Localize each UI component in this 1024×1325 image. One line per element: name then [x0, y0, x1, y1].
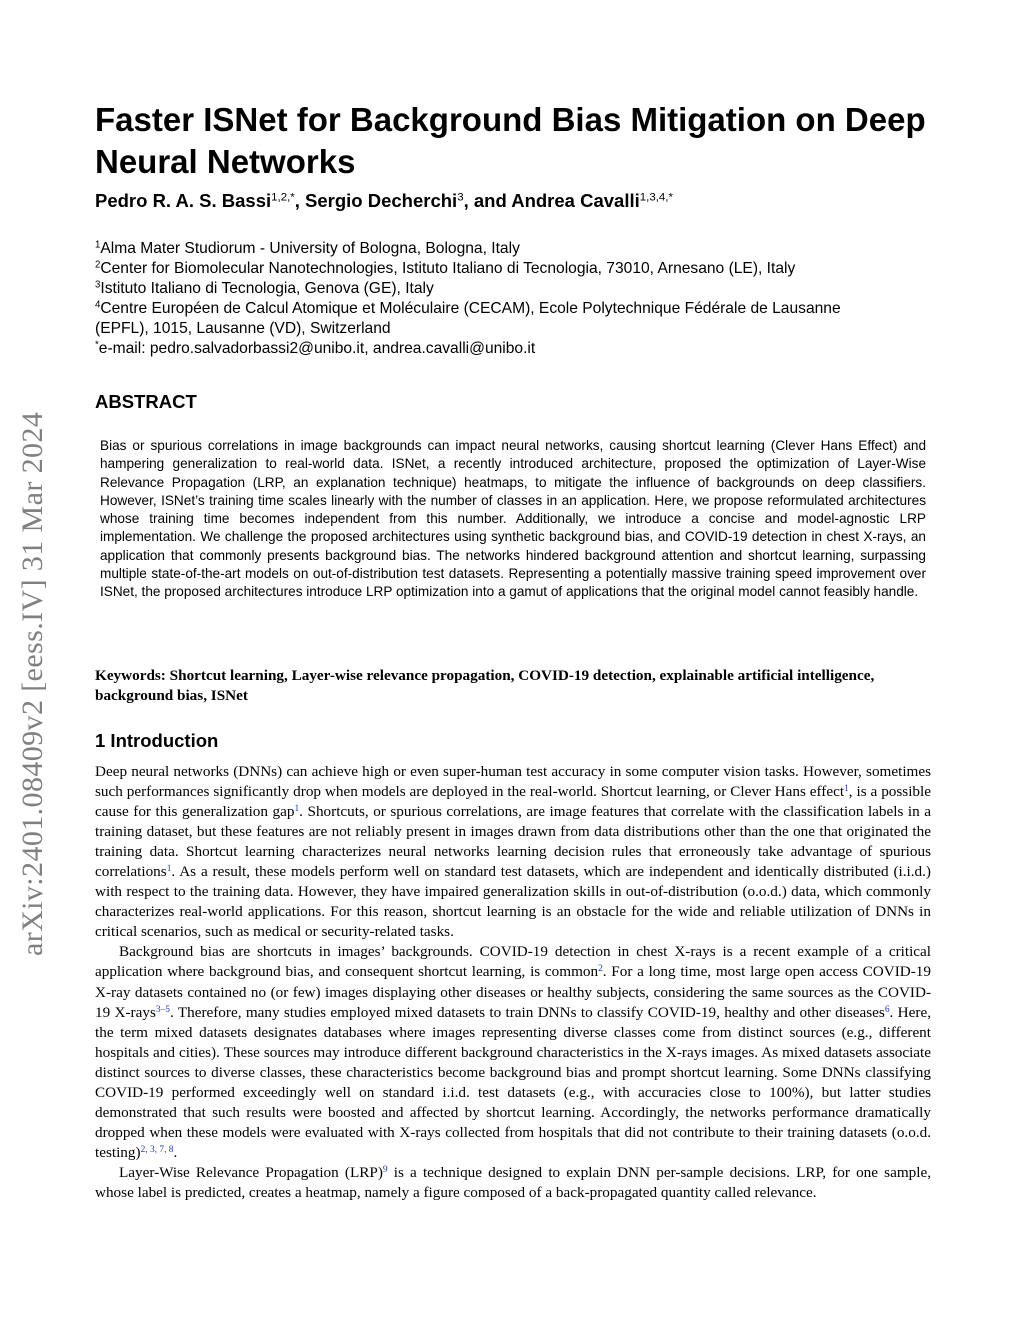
affiliation-mark: 3 [457, 191, 464, 204]
arxiv-stamp: arXiv:2401.08409v2 [eess.IV] 31 Mar 2024 [16, 411, 49, 956]
citation-link[interactable]: 3–5 [155, 1004, 170, 1015]
author-name: Sergio Decherchi [305, 190, 458, 211]
affiliation-text: e-mail: pedro.salvadorbassi2@unibo.it, andrea.cavalli@unibo.it [98, 340, 536, 357]
author-list: Pedro R. A. S. Bassi$^{1,2,*}$, Sergio Decherchi$^3$, and Andrea Cavalli$^{1,3,4,*}$ [95, 190, 673, 211]
affiliation-text: Istituto Italiano di Tecnologia, Genova (GE), Italy [100, 280, 434, 297]
keywords [95, 666, 935, 706]
affiliation-mark: 1 [95, 239, 101, 251]
affiliation-mark: 1,2,* [271, 191, 295, 204]
affiliation-line [95, 299, 945, 319]
citation-link[interactable]: 2, 3, 7, 8 [140, 1144, 174, 1155]
affiliation-mark: 4 [95, 299, 101, 311]
author-name: Andrea Cavalli [511, 190, 640, 211]
abstract-text: Bias or spurious correlations in image backgrounds can impact neural networks, causing shortcut learning (Clever Hans Effect) and hampering generalization to real-world data. ISNet, a recently introduced architecture, proposed the optimization of Layer-Wise Relevance Propagation (LRP, an explanation technique) heatmaps, to mitigate the influence of backgrounds on deep classifiers. However, ISNet’s training time scales linearly with the number of classes in an application. Here, we propose reformulated architectures whose training time becomes independent from this number. Additionally, we introduce a concise and model-agnostic LRP implementation. We challenge the proposed architectures using synthetic background bias, and COVID-19 detection in chest X-rays, an application that commonly presents background bias. The networks hindered background attention and shortcut learning, surpassing multiple state-of-the-art models on out-of-distribution test datasets. Representing a potentially massive training speed improvement over ISNet, the proposed architectures introduce LRP optimization into a gamut of applications that the original model cannot feasibly handle. [100, 438, 926, 600]
affiliation-text: (EPFL), 1015, Lausanne (VD), Switzerland [95, 320, 391, 337]
affiliation-text: Centre Européen de Calcul Atomique et Moléculaire (CECAM), Ecole Polytechnique Fédérale de Lausanne [100, 300, 841, 317]
keywords-label: Keywords: [95, 667, 166, 684]
affiliation-line [95, 259, 945, 279]
introduction-body [95, 762, 931, 1203]
citation-link[interactable]: 1 [844, 783, 849, 794]
affiliation-mark: * [95, 339, 99, 351]
citation-link[interactable]: 1 [166, 864, 172, 875]
paper-title: Faster ISNet for Background Bias Mitigation on Deep Neural Networks [95, 101, 926, 180]
affiliation-line [95, 319, 945, 339]
paragraph: Deep neural networks (DNNs) can achieve high or even super-human test accuracy in some computer vision tasks. However, sometimes such performances significantly drop when models are deployed in the real-world. Shortcut learning, or Clever Hans effect$^1$, is a possible cause for this generalization gap$^1$. Shortcuts, or spurious correlations, are image features that correlate with the classification labels in a training dataset, but these features are not reliably present in images drawn from data distributions other than the one that originated the training data. Shortcut learning characterizes neural networks learning decision rules that erroneously take advantage of spurious correlations$^1$. As a result, these models perform well on standard test datasets, which are independent and identically distributed (i.i.d.) with respect to the training data. However, they have impaired generalization skills in out-of-distribution (o.o.d.) data, which commonly characterizes real-world applications. For this reason, shortcut learning is an obstacle for the wide and reliable utilization of DNNs in critical scenarios, such as medical or security-related tasks. [95, 763, 932, 941]
citation-link[interactable]: 6 [884, 1004, 890, 1015]
affiliation-mark: 2 [95, 259, 101, 271]
affiliation-line [95, 279, 945, 299]
paragraph: Background bias are shortcuts in images’ backgrounds. COVID-19 detection in chest X-rays is a recent example of a critical application where background bias, and consequent shortcut learning, is common$^2$. For a long time, most large open access COVID-19 X-ray datasets contained no (or few) images displaying other diseases or healthy subjects, considering the same sources as the COVID-19 X-rays$^{3-5}$. Therefore, many studies employed mixed datasets to train DNNs to classify COVID-19, healthy and other diseases$^6$. Here, the term mixed datasets designates databases where images representing diverse classes come from distinct sources (e.g., different hospitals and cities). These sources may introduce different background characteristics in the X-rays images. As mixed datasets associate distinct sources to diverse classes, these characteristics become background bias and prompt shortcut learning. Some DNNs classifying COVID-19 performed exceedingly well on standard i.i.d. test datasets (e.g., with accuracies close to 100%), but latter studies demonstrated that such results were boosted and affected by shortcut learning. Accordingly, the networks performance dramatically dropped when these models were evaluated with X-rays collected from hospitals that did not contribute to their training datasets (o.o.d. testing)$^{2, 3, 7, 8}$. [95, 943, 931, 1161]
affiliations [95, 239, 945, 359]
citation-link[interactable]: 2 [598, 964, 603, 975]
author-name: Pedro R. A. S. Bassi [95, 190, 272, 211]
affiliation-mark: 1,3,4,* [639, 191, 673, 204]
affiliation-text: Alma Mater Studiorum - University of Bologna, Bologna, Italy [100, 240, 520, 257]
keywords-text: Shortcut learning, Layer-wise relevance propagation, COVID-19 detection, explainable artificial intelligence, background bias, ISNet [95, 667, 875, 704]
abstract-heading: ABSTRACT [95, 391, 197, 412]
affiliation-line [95, 239, 945, 259]
affiliation-mark: 3 [95, 279, 101, 291]
citation-link[interactable]: 9 [382, 1164, 388, 1175]
affiliation-line [95, 339, 945, 359]
paragraph: Layer-Wise Relevance Propagation (LRP)$^9$ is a technique designed to explain DNN per-sample decisions. LRP, for one sample, whose label is predicted, creates a heatmap, namely a figure composed of a back-propagated quantity called relevance. [95, 1163, 931, 1201]
citation-link[interactable]: 1 [294, 803, 300, 814]
affiliation-text: Center for Biomolecular Nanotechnologies, Istituto Italiano di Tecnologia, 73010, Arnesano (LE), Italy [100, 260, 796, 277]
introduction-heading: 1 Introduction [95, 730, 219, 751]
